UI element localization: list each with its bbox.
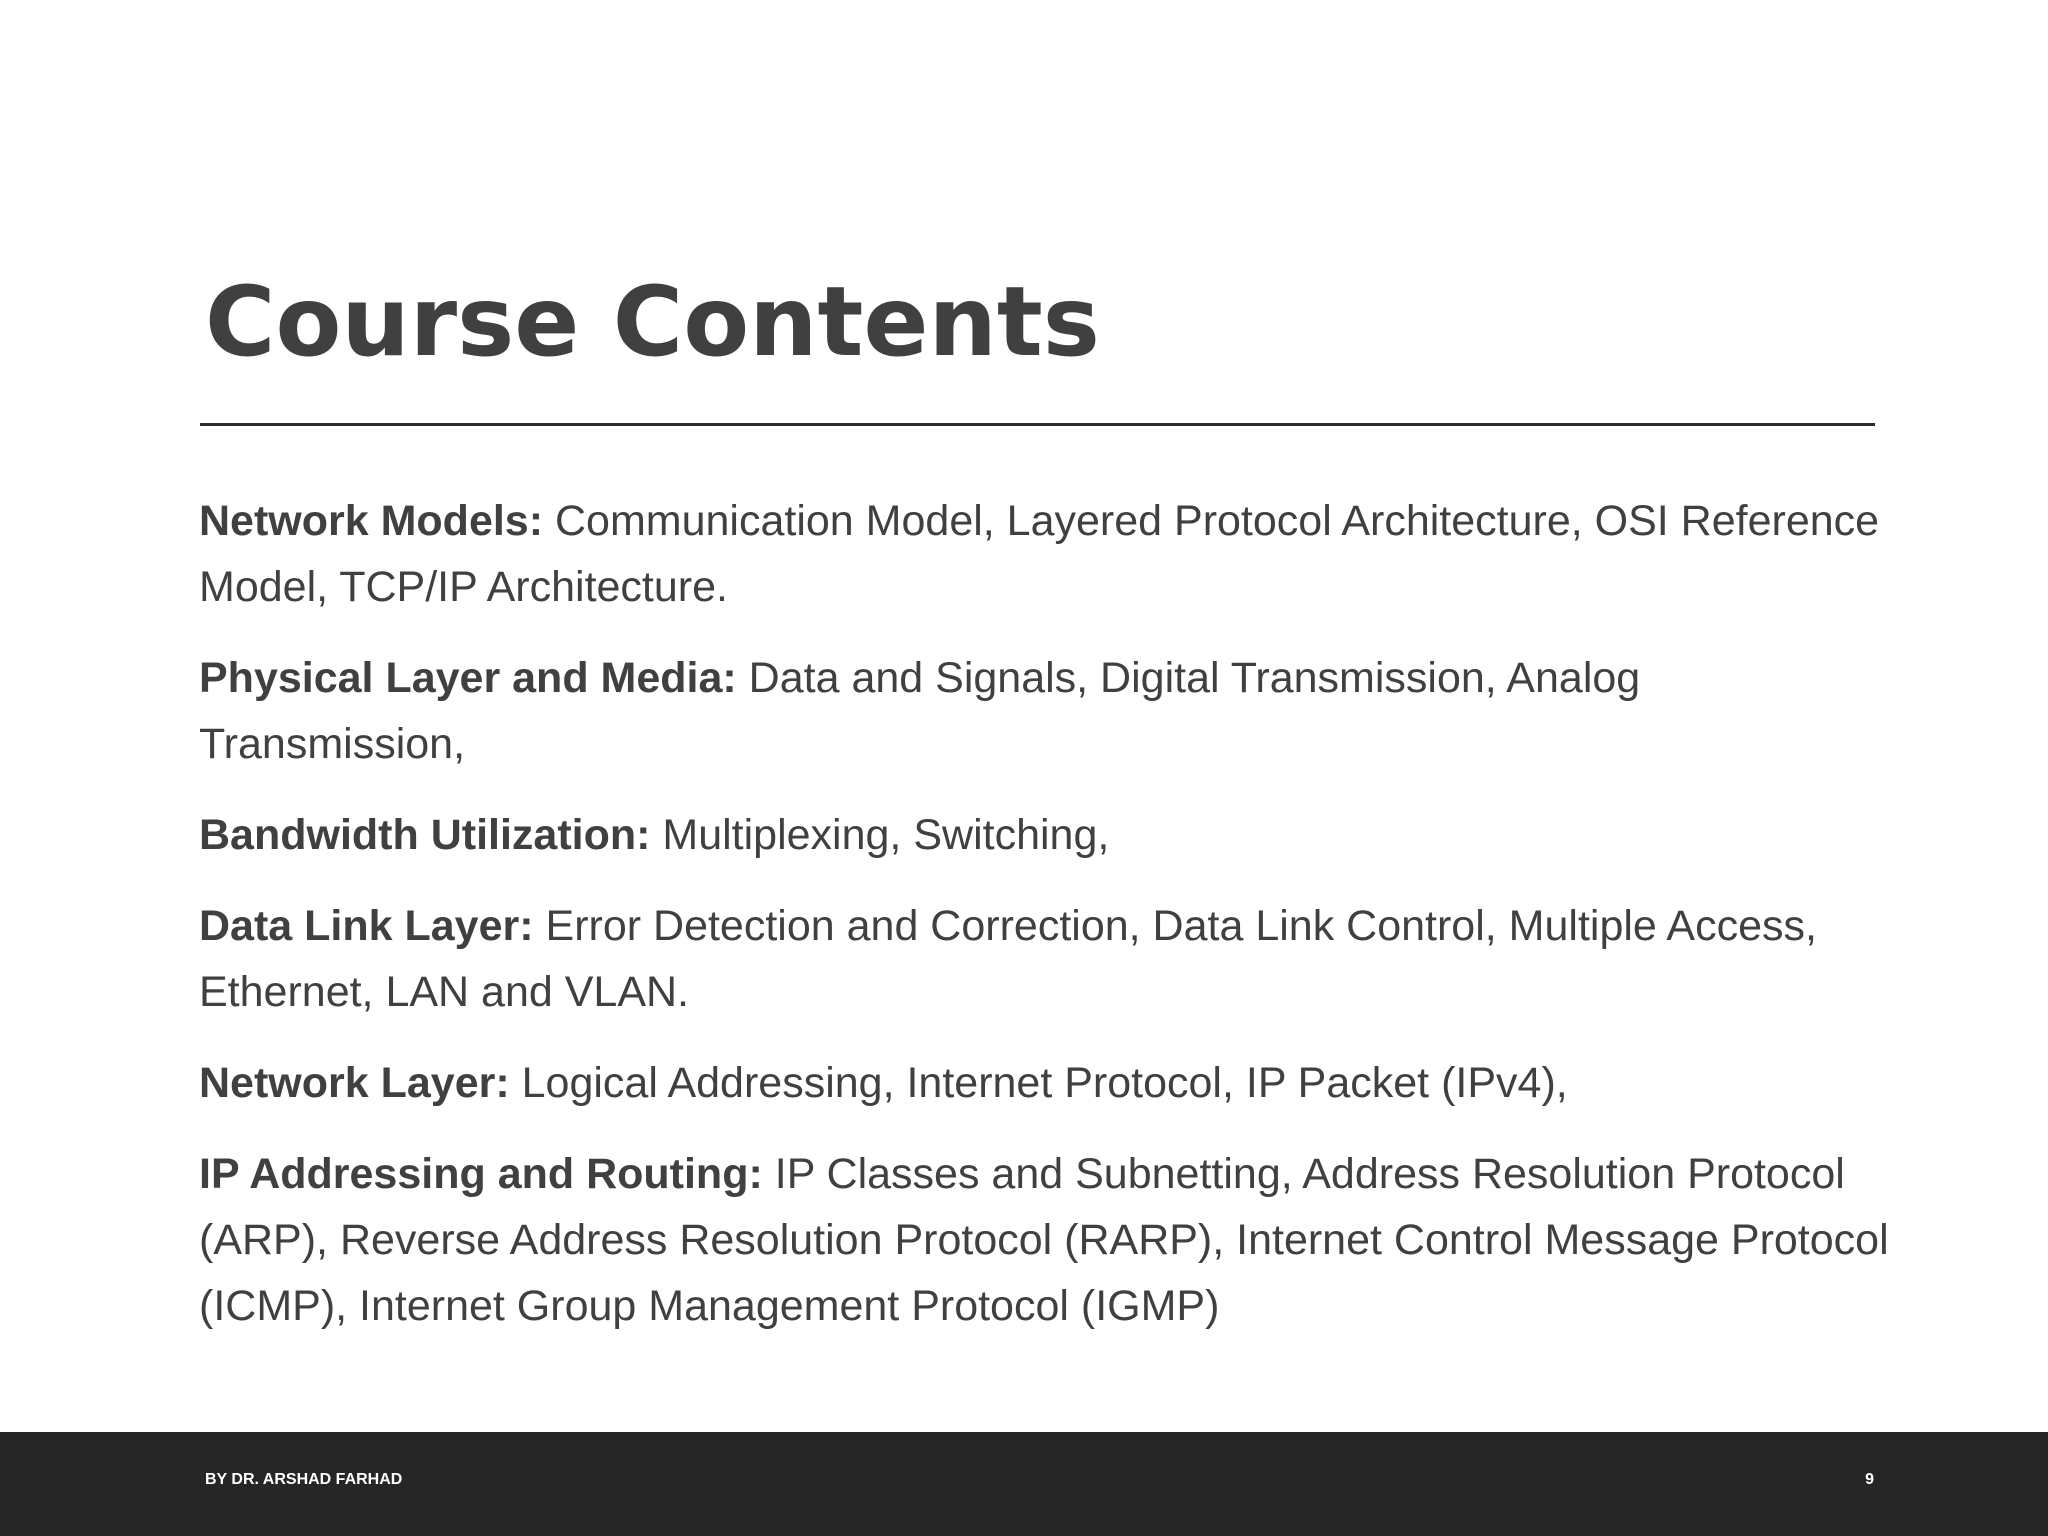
list-item	[199, 1141, 1899, 1339]
title-divider	[200, 423, 1875, 426]
item-text: Error Detection and Correction, Data Link Control, Multiple Access, Ethernet, LAN and VLAN.	[199, 902, 1817, 1016]
item-text: Communication Model, Layered Protocol Architecture, OSI Reference Model, TCP/IP Architecture.	[199, 497, 1880, 611]
item-text: Data and Signals, Digital Transmission, Analog Transmission,	[199, 654, 1641, 768]
item-text: IP Classes and Subnetting, Address Resolution Protocol (ARP), Reverse Address Resolution Protocol (RARP), Internet Control Message Protocol (ICMP), Internet Group Management Protocol (IGMP)	[199, 1150, 1889, 1330]
item-text: Logical Addressing, Internet Protocol, IP Packet (IPv4),	[509, 1059, 1568, 1107]
item-text: Multiplexing, Switching,	[650, 811, 1110, 859]
page-number: 9	[1865, 1471, 1874, 1488]
footer-bar	[0, 1432, 2048, 1536]
list-item	[199, 802, 1899, 868]
list-item	[199, 1050, 1899, 1116]
item-heading: Bandwidth Utilization:	[199, 811, 651, 859]
item-heading: IP Addressing and Routing:	[199, 1150, 763, 1198]
item-heading: Data Link Layer:	[199, 902, 534, 950]
list-item	[199, 893, 1899, 1025]
item-heading: Network Layer:	[199, 1059, 510, 1107]
footer-author: BY DR. ARSHAD FARHAD	[205, 1471, 403, 1488]
list-item	[199, 645, 1899, 777]
course-contents-list	[199, 488, 1899, 1364]
item-heading: Network Models:	[199, 497, 544, 545]
list-item	[199, 488, 1899, 620]
page-title: Course Contents	[205, 266, 1100, 378]
item-heading: Physical Layer and Media:	[199, 654, 737, 702]
